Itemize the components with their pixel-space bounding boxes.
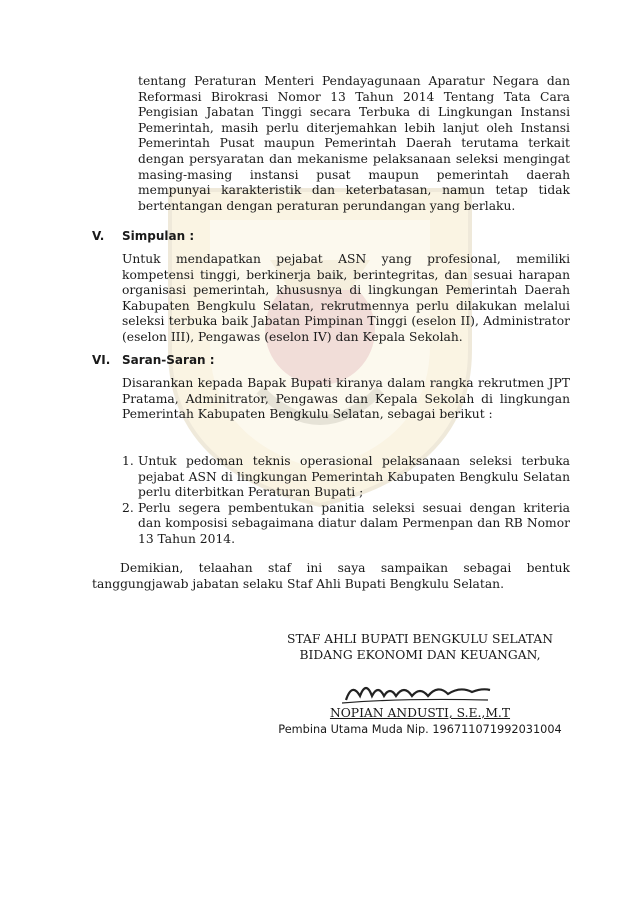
list-item-number: 2. <box>122 500 134 515</box>
list-item-text: Perlu segera pembentukan panitia seleksi sesuai dengan kriteria dan komposisi sebagaimana diatur dalam Permenpan dan RB Nomor 13 Tahun 2014. <box>138 500 570 546</box>
signatory-name: NOPIAN ANDUSTI, S.E.,M.T <box>329 706 511 720</box>
section-v-heading <box>92 229 194 245</box>
intro-paragraph: tentang Peraturan Menteri Pendayagunaan Aparatur Negara dan Reformasi Birokrasi Nomor 13 Tahun 2014 Tentang Tata Cara Pengisian Jabatan Tinggi secara Terbuka di Lingkungan Instansi Pemerintah, masih perlu diterjemahkan lebih lanjut oleh Instansi Pemerintah Pusat maupun Pemerintah Daerah terutama terkait dengan persyaratan dan mekanisme pelaksanaan seleksi mengingat masing-masing instansi pusat maupun pemerintah daerah mempunyai karakteristik dan keterbatasan, namun tetap tidak bertentangan dengan peraturan perundangan yang berlaku. <box>138 74 570 213</box>
list-item-number: 1. <box>122 454 134 468</box>
section-number: V. <box>92 229 105 243</box>
section-title: Simpulan : <box>122 229 195 243</box>
closing-paragraph: Demikian, telaahan staf ini saya sampaikan sebagai bentuk tanggungjawab jabatan selaku Staf Ahli Bupati Bengkulu Selatan. <box>92 561 570 591</box>
recommendation-list <box>122 454 570 548</box>
section-vi-body: Disarankan kepada Bapak Bupati kiranya dalam rangka rekrutmen JPT Pratama, Adminitrator, Pengawas dan Kepala Sekolah di lingkungan Pemerintah Kabupaten Bengkulu Selatan, sebagai berikut : <box>122 376 570 422</box>
section-v-body: Untuk mendapatkan pejabat ASN yang profesional, memiliki kompetensi tinggi, berkinerja baik, berintegritas, dan sesuai harapan organisasi pemerintah, khususnya di lingkungan Pemerintah Daerah Kabupaten Bengkulu Selatan, rekrutmennya perlu dilakukan melalui seleksi terbuka baik Jabatan Pimpinan Tinggi (eselon II), Administrator (eselon III), Pengawas (eselon IV) dan Kepala Sekolah. <box>122 252 570 344</box>
handwritten-signature <box>342 676 492 706</box>
signatory-title-line2: BIDANG EKONOMI DAN KEUANGAN, <box>299 648 541 662</box>
list-item <box>122 454 570 501</box>
section-vi-heading <box>92 353 215 369</box>
section-title: Saran-Saran : <box>122 353 215 367</box>
list-item-text: Untuk pedoman teknis operasional pelaksanaan seleksi terbuka pejabat ASN di lingkungan Pemerintah Kabupaten Bengkulu Selatan perlu diterbitkan Peraturan Bupati ; <box>138 454 570 500</box>
list-item <box>122 501 570 548</box>
section-number: VI. <box>92 353 111 367</box>
signatory-rank-nip: Pembina Utama Muda Nip. 196711071992031004 <box>278 723 562 736</box>
signatory-title-line1: STAF AHLI BUPATI BENGKULU SELATAN <box>287 632 553 646</box>
